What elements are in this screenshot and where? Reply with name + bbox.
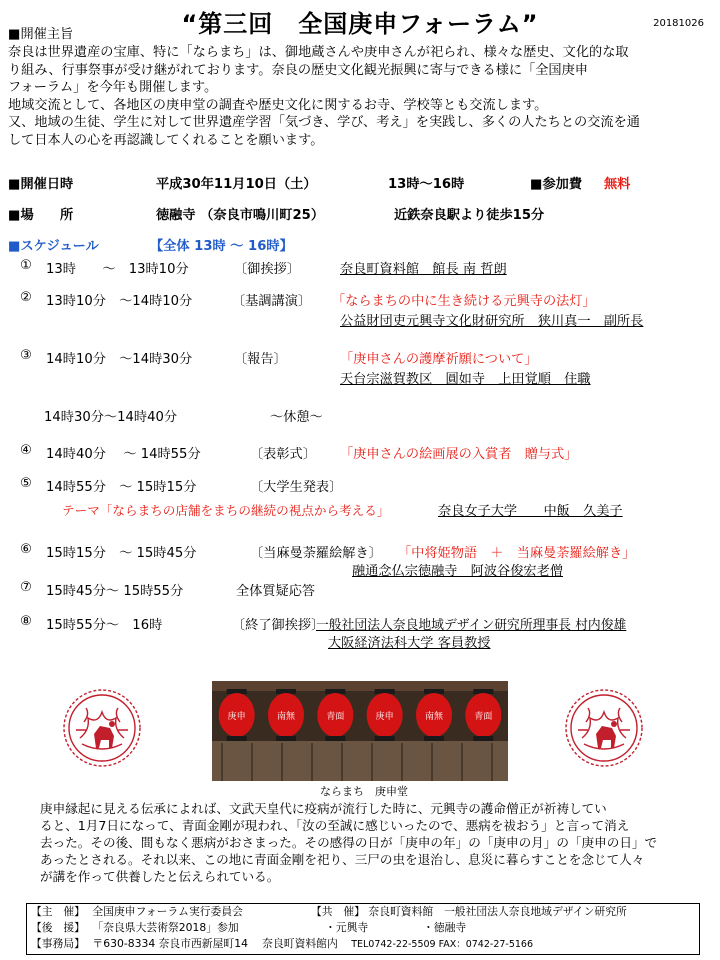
schedule-type: 〔御挨拶〕 <box>234 262 300 277</box>
schedule-title: 「庚申さんの絵画展の入賞者 贈与式」 <box>340 447 578 462</box>
support-label: 【後 援】 <box>31 921 85 934</box>
intro-line: 地域交流として、各地区の庚申堂の調査や歴史文化に関するお寺、学校等とも交流します。 <box>8 97 548 113</box>
break-time: 14時30分～14時40分 <box>44 410 178 425</box>
date-value: 平成30年11月10日（土） <box>156 177 317 192</box>
schedule-type: 〔表彰式〕 <box>250 447 316 462</box>
legend-line: ると、1月7日になって、青面金剛が現われ、「汝の至誠に感じいったので、悪病を祓おう」と言って消え <box>40 818 630 833</box>
legend-line: が講を作って供養したと伝えられている。 <box>40 869 280 884</box>
place-label: ■場 所 <box>8 208 74 223</box>
intro-line: 奈良は世界遺産の宝庫、特に「ならまち」は、御地蔵さんや庚申さんが祀られ、様々な歴史、文化的な取 <box>8 45 629 60</box>
schedule-detail: 天台宗滋賀教区 圓如寺 上田覚順 住職 <box>340 372 591 387</box>
schedule-num: ① <box>20 258 32 273</box>
schedule-time: 15時15分 ～ 15時45分 <box>46 546 197 561</box>
schedule-num: ⑥ <box>20 542 32 557</box>
time-value: 13時～16時 <box>388 177 465 192</box>
schedule-type: 〔当麻曼荼羅絵解き〕 <box>250 546 382 561</box>
schedule-title: 「庚申さんの護摩祈願について」 <box>340 352 538 367</box>
schedule-time: 14時40分 ～ 14時55分 <box>46 447 201 462</box>
intro-heading: ■開催主旨 <box>8 27 74 42</box>
schedule-overall: 【全体 13時 ～ 16時】 <box>150 239 293 254</box>
schedule-num: ⑧ <box>20 614 32 629</box>
intro-line: り組み、行事祭事が受け継がれております。奈良の歴史文化観光振興に寄与できる様に「全国庚申 <box>8 62 588 78</box>
lantern-label: 青面 <box>474 712 493 722</box>
host-value: 全国庚申フォーラム実行委員会 <box>92 905 243 918</box>
intro-line: して日本人の心を再認識してくれることを願います。 <box>8 132 324 148</box>
schedule-num: ⑤ <box>20 476 32 491</box>
schedule-detail: 奈良女子大学 中飯 久美子 <box>438 504 623 519</box>
schedule-num: ⑦ <box>20 580 32 595</box>
lantern-label: 庚申 <box>375 712 394 722</box>
document-date: 20181026 <box>653 18 704 29</box>
koshindo-photo <box>212 681 508 781</box>
legend-text <box>40 800 700 885</box>
break-label: ～休憩～ <box>270 410 323 425</box>
schedule-type: 全体質疑応答 <box>236 584 316 599</box>
schedule-type: 〔報告〕 <box>234 352 287 367</box>
intro-line: フォーラム」を今年も開催します。 <box>8 80 218 95</box>
lantern-label: 青面 <box>326 712 345 722</box>
schedule-title: テーマ「ならまちの店舗をまちの継続の視点から考える」 <box>62 503 390 518</box>
schedule-time: 15時45分～ 15時55分 <box>46 584 184 599</box>
cohost-label: 【共 催】 <box>311 905 365 918</box>
schedule-time: 13時 ～ 13時10分 <box>46 262 189 277</box>
intro-line: 又、地域の生徒、学生に対して世界遺産学習「気づき、学び、考え」を実践し、多くの人たちとの交流を通 <box>8 115 640 130</box>
schedule-detail-2: 大阪経済法科大学 客員教授 <box>328 636 491 651</box>
date-label: ■開催日時 <box>8 177 74 192</box>
office-value: 〒630-8334 奈良市西新屋町14 奈良町資料館内 <box>92 937 338 950</box>
cohost-value: 奈良町資料館 一般社団法人奈良地域デザイン研究所 <box>368 905 627 918</box>
host-label: 【主 催】 <box>31 905 85 918</box>
schedule-type: 〔終了御挨拶〕 <box>232 618 325 633</box>
lantern-label: 庚申 <box>227 712 246 722</box>
schedule-detail: 奈良町資料館 館長 南 哲朗 <box>340 262 507 277</box>
office-label: 【事務局】 <box>31 937 85 950</box>
photo-caption: ならまち 庚申堂 <box>320 785 408 798</box>
lantern-label: 南無 <box>276 712 296 722</box>
lantern-illustration <box>212 681 508 781</box>
schedule-num: ④ <box>20 443 32 458</box>
schedule-time: 13時10分 ～14時10分 <box>46 294 193 309</box>
schedule-time: 15時55分～ 16時 <box>46 618 163 633</box>
legend-line: 庚申縁起に見える伝承によれば、文武天皇代に疫病が流行した時に、元興寺の護命僧正が祈祷してい <box>40 801 607 816</box>
schedule-heading: ■スケジュール <box>8 239 99 254</box>
organizer-box <box>26 903 700 955</box>
legend-line: あったとされる。それ以来、この地に青面金剛を祀り、三尸の虫を退治し、息災に暮らすことを念じて人々 <box>40 852 645 867</box>
schedule-detail: 公益財団吏元興寺文化財研究所 狭川真一 副所長 <box>340 314 644 329</box>
office-tel: TEL0742-22-5509 FAX：0742-27-5166 <box>351 939 534 950</box>
access-value: 近鉄奈良駅より徒歩15分 <box>394 208 545 223</box>
page-title: “第三回 全国庚申フォーラム” <box>181 10 539 38</box>
lantern-label: 南無 <box>424 712 444 722</box>
schedule-detail: 融通念仏宗徳融寺 阿波谷俊宏老僧 <box>352 564 563 579</box>
schedule-title: 「ならまちの中に生き続ける元興寺の法灯」 <box>332 294 596 309</box>
deer-seal-icon <box>60 686 144 770</box>
fee-value: 無料 <box>604 177 631 192</box>
schedule-type: 〔基調講演〕 <box>232 294 312 309</box>
deer-seal-icon <box>562 686 646 770</box>
schedule-title: 「中将姫物語 ＋ 当麻曼荼羅絵解き」 <box>398 546 636 561</box>
schedule-time: 14時10分 ～14時30分 <box>46 352 193 367</box>
schedule-time: 14時55分 ～ 15時15分 <box>46 480 197 495</box>
legend-line: 去った。その後、間もなく悪病がおさまった。その感得の日が「庚申の年」の「庚申の月」の「庚申の日」で <box>40 835 658 850</box>
fee-label: ■参加費 <box>530 177 583 192</box>
schedule-num: ② <box>20 290 32 305</box>
place-value: 徳融寺 （奈良市鳴川町25） <box>156 208 325 223</box>
intro-text <box>8 44 712 149</box>
schedule-detail: 一般社団法人奈良地域デザイン研究所理事長 村内俊雄 <box>316 618 627 633</box>
support-extra-1: ・元興寺 <box>325 921 369 934</box>
schedule-num: ③ <box>20 348 32 363</box>
support-extra-2: ・徳融寺 <box>423 921 467 934</box>
schedule-type: 〔大学生発表〕 <box>250 480 343 495</box>
support-value: 「奈良県大芸術祭2018」参加 <box>92 921 239 934</box>
